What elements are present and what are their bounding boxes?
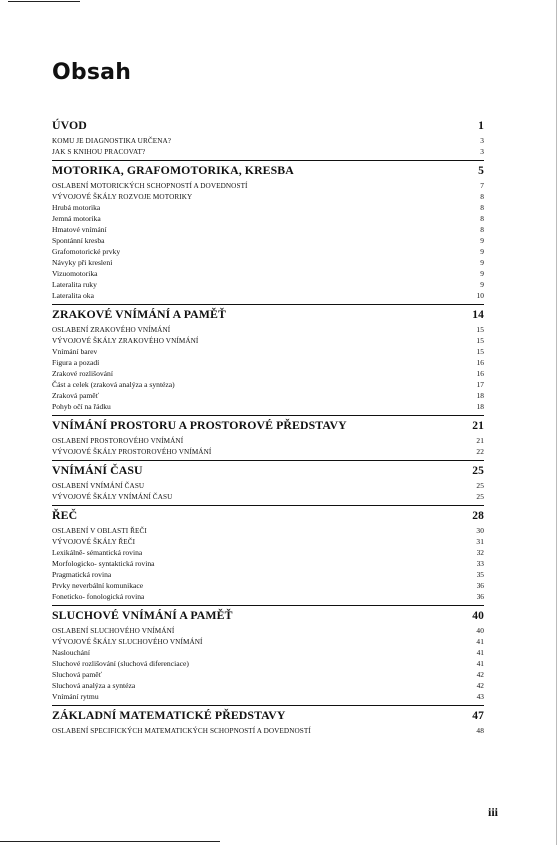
- toc-entry: [52, 435, 484, 446]
- toc-entry-label: Pohyb očí na řádku: [52, 402, 111, 411]
- toc-entry: [52, 290, 484, 301]
- toc-entry-label: Zrakové rozlišování: [52, 369, 113, 378]
- toc-entry-page: 9: [480, 258, 484, 267]
- toc-entry-label: Hmatové vnímání: [52, 225, 107, 234]
- toc-entry-page: 15: [476, 325, 484, 334]
- toc-entry-page: 9: [480, 236, 484, 245]
- toc-entry-page: 15: [476, 347, 484, 356]
- toc-entry-page: 41: [476, 659, 484, 668]
- toc-entry-label: OSLABENÍ ZRAKOVÉHO VNÍMÁNÍ: [52, 326, 171, 334]
- toc-entry: [52, 224, 484, 235]
- toc-section-entry: [52, 415, 484, 435]
- toc-entry: [52, 268, 484, 279]
- toc-entry-page: 36: [476, 592, 484, 601]
- toc-entry-page: 48: [476, 726, 484, 735]
- toc-entry-label: Hrubá motorika: [52, 203, 101, 212]
- toc-entry: [52, 246, 484, 257]
- toc-section-entry: [52, 605, 484, 625]
- toc-entry-label: OSLABENÍ V OBLASTI ŘEČI: [52, 527, 147, 535]
- toc-entry-page: 35: [476, 570, 484, 579]
- toc-entry: [52, 591, 484, 602]
- toc-entry-page: 8: [480, 203, 484, 212]
- toc-entry-label: OSLABENÍ MOTORICKÝCH SCHOPNOSTÍ A DOVEDNOSTÍ: [52, 182, 248, 190]
- bottom-edge-line: [0, 841, 220, 842]
- toc-entry: [52, 180, 484, 191]
- toc-entry-label: Spontánní kresba: [52, 236, 105, 245]
- toc-entry-label: Pragmatická rovina: [52, 570, 112, 579]
- toc-entry-label: Lexikálně- sémantická rovina: [52, 548, 143, 557]
- toc-entry-page: 7: [480, 181, 484, 190]
- toc-entry: [52, 680, 484, 691]
- top-edge-line: [8, 1, 80, 2]
- toc-entry-page: 33: [476, 559, 484, 568]
- toc-entry-label: Sluchová paměť: [52, 670, 102, 679]
- toc-entry-page: 10: [476, 291, 484, 300]
- toc-entry-page: 9: [480, 280, 484, 289]
- toc-entry-label: OSLABENÍ SLUCHOVÉHO VNÍMÁNÍ: [52, 627, 175, 635]
- toc-entry: [52, 480, 484, 491]
- toc-entry-page: 31: [476, 537, 484, 546]
- toc-entry: [52, 235, 484, 246]
- toc-entry-label: Prvky neverbální komunikace: [52, 581, 144, 590]
- toc-entry-label: ŘEČ: [52, 508, 78, 522]
- toc-entry-page: 32: [476, 548, 484, 557]
- toc-entry-label: Grafomotorické prvky: [52, 247, 121, 256]
- toc-entry: [52, 379, 484, 390]
- toc-entry-page: 30: [476, 526, 484, 535]
- toc-entry-page: 40: [472, 610, 484, 622]
- toc-entry: [52, 135, 484, 146]
- toc-entry: [52, 357, 484, 368]
- toc-entry-page: 25: [472, 465, 484, 477]
- toc-entry-page: 28: [472, 510, 484, 522]
- toc-entry: [52, 446, 484, 457]
- toc-entry: [52, 636, 484, 647]
- toc-entry-page: 42: [476, 670, 484, 679]
- toc-entry-page: 16: [476, 369, 484, 378]
- toc-entry-label: VÝVOJOVÉ ŠKÁLY ROZVOJE MOTORIKY: [52, 193, 193, 201]
- toc-entry: [52, 658, 484, 669]
- toc-entry-label: OSLABENÍ VNÍMÁNÍ ČASU: [52, 482, 145, 490]
- toc-entry-page: 9: [480, 269, 484, 278]
- toc-entry: [52, 725, 484, 736]
- toc-entry-label: JAK S KNIHOU PRACOVAT?: [52, 148, 146, 156]
- toc-entry-page: 14: [472, 309, 484, 321]
- toc-entry-page: 17: [476, 380, 484, 389]
- toc-entry: [52, 525, 484, 536]
- toc-entry-page: 42: [476, 681, 484, 690]
- toc-entry-page: 5: [478, 165, 484, 177]
- toc-entry-page: 9: [480, 247, 484, 256]
- toc-entry-label: Vnímání barev: [52, 347, 98, 356]
- toc-section-entry: [52, 460, 484, 480]
- toc-entry-label: Návyky při kreslení: [52, 258, 113, 267]
- table-of-contents: [52, 116, 484, 736]
- toc-entry-label: VNÍMÁNÍ ČASU: [52, 463, 143, 477]
- toc-entry-label: ÚVOD: [52, 118, 87, 132]
- toc-entry: [52, 390, 484, 401]
- toc-entry-page: 3: [480, 147, 484, 156]
- toc-entry-label: Zraková paměť: [52, 391, 99, 400]
- toc-entry-label: SLUCHOVÉ VNÍMÁNÍ A PAMĚŤ: [52, 608, 233, 622]
- toc-entry: [52, 669, 484, 680]
- toc-entry-page: 43: [476, 692, 484, 701]
- toc-entry-page: 21: [476, 436, 484, 445]
- toc-entry-label: VÝVOJOVÉ ŠKÁLY PROSTOROVÉHO VNÍMÁNÍ: [52, 448, 212, 456]
- toc-entry-page: 41: [476, 648, 484, 657]
- toc-entry: [52, 213, 484, 224]
- toc-entry: [52, 335, 484, 346]
- page-title: Obsah: [52, 60, 132, 85]
- toc-entry-page: 41: [476, 637, 484, 646]
- toc-section-entry: [52, 304, 484, 324]
- toc-entry-page: 40: [476, 626, 484, 635]
- toc-entry-page: 15: [476, 336, 484, 345]
- toc-entry-label: ZÁKLADNÍ MATEMATICKÉ PŘEDSTAVY: [52, 708, 286, 722]
- toc-entry-label: Lateralita oka: [52, 291, 94, 300]
- toc-entry: [52, 346, 484, 357]
- toc-entry-page: 3: [480, 136, 484, 145]
- toc-entry-page: 36: [476, 581, 484, 590]
- toc-entry: [52, 580, 484, 591]
- toc-entry-label: MOTORIKA, GRAFOMOTORIKA, KRESBA: [52, 163, 294, 177]
- toc-entry: [52, 491, 484, 502]
- toc-entry-label: VÝVOJOVÉ ŠKÁLY SLUCHOVÉHO VNÍMÁNÍ: [52, 638, 203, 646]
- toc-entry: [52, 257, 484, 268]
- toc-entry: [52, 368, 484, 379]
- toc-entry-page: 1: [478, 120, 484, 132]
- toc-entry-page: 18: [476, 402, 484, 411]
- toc-entry-label: ZRAKOVÉ VNÍMÁNÍ A PAMĚŤ: [52, 307, 226, 321]
- toc-entry-label: VÝVOJOVÉ ŠKÁLY VNÍMÁNÍ ČASU: [52, 493, 173, 501]
- toc-entry-page: 25: [476, 492, 484, 501]
- toc-entry-label: OSLABENÍ PROSTOROVÉHO VNÍMÁNÍ: [52, 437, 184, 445]
- toc-entry: [52, 279, 484, 290]
- toc-entry-page: 16: [476, 358, 484, 367]
- toc-entry-page: 47: [472, 710, 484, 722]
- toc-entry-page: 8: [480, 214, 484, 223]
- toc-section-entry: [52, 116, 484, 135]
- toc-entry: [52, 547, 484, 558]
- toc-entry-label: OSLABENÍ SPECIFICKÝCH MATEMATICKÝCH SCHOPNOSTÍ A DOVEDNOSTÍ: [52, 727, 311, 735]
- toc-entry-label: Jemná motorika: [52, 214, 101, 223]
- toc-entry-page: 8: [480, 192, 484, 201]
- toc-section-entry: [52, 505, 484, 525]
- toc-entry-page: 8: [480, 225, 484, 234]
- toc-entry: [52, 569, 484, 580]
- toc-entry-page: 21: [472, 420, 484, 432]
- toc-entry: [52, 324, 484, 335]
- toc-entry-label: Vizuomotorika: [52, 269, 98, 278]
- toc-entry-label: Figura a pozadí: [52, 358, 100, 367]
- page-number: iii: [488, 805, 499, 819]
- toc-entry: [52, 536, 484, 547]
- toc-entry-page: 25: [476, 481, 484, 490]
- toc-entry: [52, 191, 484, 202]
- toc-entry-label: Vnímání rytmu: [52, 692, 99, 701]
- toc-entry-label: VÝVOJOVÉ ŠKÁLY ZRAKOVÉHO VNÍMÁNÍ: [52, 337, 199, 345]
- toc-entry: [52, 401, 484, 412]
- toc-section-entry: [52, 160, 484, 180]
- toc-entry: [52, 691, 484, 702]
- toc-entry-page: 18: [476, 391, 484, 400]
- toc-entry-label: Naslouchání: [52, 648, 90, 657]
- toc-entry-label: Sluchové rozlišování (sluchová diferenciace): [52, 659, 189, 668]
- toc-entry-page: 22: [476, 447, 484, 456]
- toc-entry-label: KOMU JE DIAGNOSTIKA URČENA?: [52, 137, 172, 145]
- toc-entry-label: Část a celek (zraková analýza a syntéza): [52, 380, 175, 389]
- toc-entry-label: VNÍMÁNÍ PROSTORU A PROSTOROVÉ PŘEDSTAVY: [52, 418, 347, 432]
- toc-entry: [52, 202, 484, 213]
- toc-entry-label: Sluchová analýza a syntéza: [52, 681, 136, 690]
- toc-entry: [52, 625, 484, 636]
- toc-entry-label: Foneticko- fonologická rovina: [52, 592, 145, 601]
- toc-entry-label: VÝVOJOVÉ ŠKÁLY ŘEČI: [52, 538, 136, 546]
- toc-entry: [52, 647, 484, 658]
- toc-entry-label: Morfologicko- syntaktická rovina: [52, 559, 155, 568]
- toc-entry: [52, 558, 484, 569]
- toc-section-entry: [52, 705, 484, 725]
- toc-entry-label: Lateralita ruky: [52, 280, 97, 289]
- toc-entry: [52, 146, 484, 157]
